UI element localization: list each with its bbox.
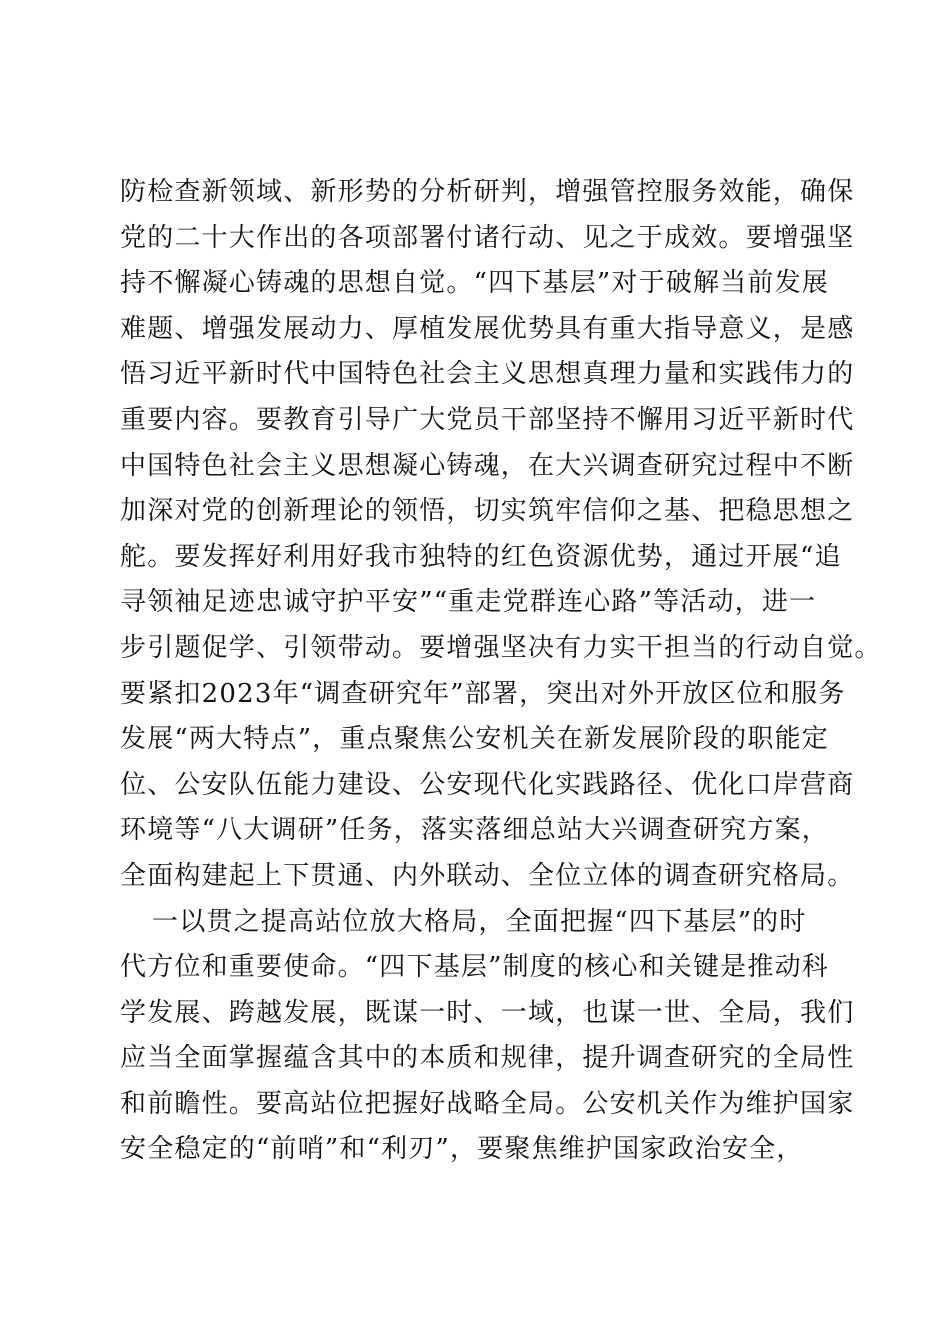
text-line: 防检查新领域、新形势的分析研判，增强管控服务效能，确保 bbox=[120, 177, 855, 207]
text-line: 党的二十大作出的各项部署付诸行动、见之于成效。要增强坚 bbox=[120, 222, 855, 253]
text-line: 寻领袖足迹忠诚守护平安”“重走党群连心路”等活动，进一 bbox=[120, 587, 817, 618]
text-line: 舵。要发挥好利用好我市独特的红色资源优势，通过开展“追 bbox=[120, 541, 842, 572]
text-line: 要紧扣2023年“调查研究年”部署，突出对外开放区位和服务 bbox=[120, 678, 846, 709]
text-line: 重要内容。要教育引导广大党员干部坚持不懈用习近平新时代 bbox=[120, 404, 855, 435]
text-line: 持不懈凝心铸魂的思想自觉。“四下基层”对于破解当前发展 bbox=[120, 268, 829, 299]
text-line: 学发展、跨越发展，既谋一时、一域，也谋一世、全局，我们 bbox=[120, 997, 855, 1028]
text-line: 加深对党的创新理论的领悟，切实筑牢信仰之基、把稳思想之 bbox=[120, 496, 855, 527]
text-line: 和前瞻性。要高站位把握好战略全局。公安机关作为维护国家 bbox=[120, 1088, 855, 1119]
text-line: 中国特色社会主义思想凝心铸魂，在大兴调查研究过程中不断 bbox=[120, 450, 855, 481]
text-line: 代方位和重要使命。“四下基层”制度的核心和关键是推动科 bbox=[120, 952, 829, 983]
text-line: 悟习近平新时代中国特色社会主义思想真理力量和实践伟力的 bbox=[120, 359, 855, 390]
text-line: 难题、增强发展动力、厚植发展优势具有重大指导意义，是感 bbox=[120, 313, 855, 344]
text-line: 发展“两大特点”，重点聚焦公安机关在新发展阶段的职能定 bbox=[120, 724, 829, 755]
text-line: 环境等“八大调研”任务，落实落细总站大兴调查研究方案， bbox=[120, 815, 829, 846]
paragraph-start-line: 一以贯之提高站位放大格局，全面把握“四下基层”的时 bbox=[152, 906, 807, 937]
body-text bbox=[120, 170, 882, 1173]
text-line: 安全稳定的“前哨”和“利刃”，要聚焦维护国家政治安全， bbox=[120, 1134, 804, 1165]
text-line: 全面构建起上下贯通、内外联动、全位立体的调查研究格局。 bbox=[120, 860, 855, 891]
text-line: 步引题促学、引领带动。要增强坚决有力实干担当的行动自觉。 bbox=[120, 632, 882, 663]
text-line: 位、公安队伍能力建设、公安现代化实践路径、优化口岸营商 bbox=[120, 769, 855, 800]
text-line: 应当全面掌握蕴含其中的本质和规律，提升调查研究的全局性 bbox=[120, 1043, 855, 1074]
